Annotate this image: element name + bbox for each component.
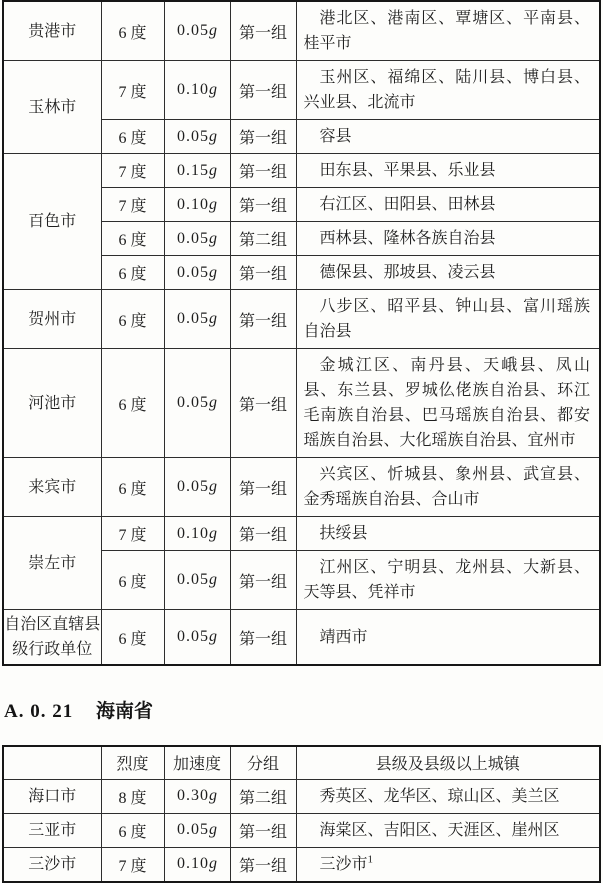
city-cell: 海口市 [3,779,101,813]
towns-cell: 金城江区、南丹县、天峨县、凤山县、东兰县、罗城仫佬族自治县、环江毛南族自治县、巴马瑶族自治县、都安瑶族自治县、大化瑶族自治县、宜州市 [296,349,600,458]
acceleration-unit: g [209,821,217,838]
table-row [3,349,600,458]
acceleration-unit: g [209,229,217,247]
group-cell: 第一组 [230,349,296,458]
acceleration-value: 0.05 [177,628,209,645]
acceleration-unit: g [209,195,217,213]
city-cell: 崇左市 [3,517,101,610]
acceleration-value: 0.10 [177,195,209,213]
towns-cell: 容县 [296,120,600,154]
towns-cell: 三沙市$^1$ [296,847,600,882]
towns-cell: 田东县、平果县、乐业县 [296,154,600,188]
city-cell: 三亚市 [3,813,101,847]
header-intensity: 烈度 [101,746,164,779]
intensity-cell: 6 度 [101,256,164,290]
acceleration-cell [164,256,230,290]
group-cell: 第一组 [230,551,296,610]
acceleration-value: 0.05 [177,821,209,838]
acceleration-unit: g [209,787,217,804]
towns-cell: 德保县、那坡县、凌云县 [296,256,600,290]
acceleration-unit: g [209,855,217,872]
group-cell: 第一组 [230,290,296,349]
city-cell: 来宾市 [3,458,101,517]
towns-cell: 江州区、宁明县、龙州县、大新县、天等县、凭祥市 [296,551,600,610]
acceleration-unit: g [209,161,217,179]
table-row [3,61,600,120]
acceleration-cell [164,610,230,666]
group-cell: 第一组 [230,813,296,847]
intensity-cell: 6 度 [101,290,164,349]
intensity-cell: 7 度 [101,154,164,188]
acceleration-cell [164,847,230,882]
header-towns: 县级及县级以上城镇 [296,746,600,779]
table-row [3,847,600,882]
intensity-cell: 6 度 [101,813,164,847]
table-row [3,1,600,61]
intensity-cell: 6 度 [101,120,164,154]
towns-cell: 右江区、田阳县、田林县 [296,188,600,222]
acceleration-unit: g [209,127,217,145]
header-city [3,746,101,779]
acceleration-cell [164,120,230,154]
table-row [3,813,600,847]
acceleration-unit: g [209,571,217,588]
city-cell: 贵港市 [3,1,101,61]
section-title: 海南省 [95,701,153,722]
intensity-cell: 6 度 [101,349,164,458]
acceleration-unit: g [209,263,217,281]
intensity-cell: 7 度 [101,61,164,120]
hainan-seismic-table [2,745,601,883]
table-row [3,779,600,813]
acceleration-cell [164,813,230,847]
towns-cell: 西林县、隆林各族自治县 [296,222,600,256]
guangxi-table-body [3,1,600,665]
table-row [3,517,600,551]
acceleration-value: 0.05 [177,571,209,588]
group-cell: 第二组 [230,222,296,256]
acceleration-value: 0.05 [177,394,209,411]
footnote-ref: 1 [367,853,374,866]
towns-cell: 靖西市 [296,610,600,666]
acceleration-value: 0.05 [177,127,209,145]
section-heading [4,696,603,723]
acceleration-cell [164,551,230,610]
acceleration-value: 0.05 [177,478,209,495]
intensity-cell: 6 度 [101,458,164,517]
table-row [3,458,600,517]
intensity-cell: 7 度 [101,188,164,222]
intensity-cell: 6 度 [101,551,164,610]
intensity-cell: 7 度 [101,847,164,882]
towns-cell: 八步区、昭平县、钟山县、富川瑶族自治县 [296,290,600,349]
group-cell: 第一组 [230,610,296,666]
guangxi-seismic-table [2,0,601,666]
acceleration-unit: g [209,310,217,327]
acceleration-cell [164,222,230,256]
table-row [3,154,600,188]
towns-cell: 玉州区、福绵区、陆川县、博白县、兴业县、北流市 [296,61,600,120]
acceleration-value: 0.10 [177,524,209,542]
acceleration-value: 0.05 [177,229,209,247]
city-cell: 百色市 [3,154,101,290]
group-cell: 第一组 [230,188,296,222]
city-cell: 贺州市 [3,290,101,349]
acceleration-value: 0.30 [177,787,209,804]
group-cell: 第一组 [230,458,296,517]
group-cell: 第一组 [230,517,296,551]
header-acceleration: 加速度 [164,746,230,779]
intensity-cell: 6 度 [101,1,164,61]
towns-cell: 扶绥县 [296,517,600,551]
acceleration-value: 0.05 [177,263,209,281]
city-cell: 三沙市 [3,847,101,882]
group-cell: 第一组 [230,847,296,882]
intensity-cell: 7 度 [101,517,164,551]
header-group: 分组 [230,746,296,779]
towns-cell: 港北区、港南区、覃塘区、平南县、桂平市 [296,1,600,61]
table-row [3,290,600,349]
acceleration-cell [164,517,230,551]
acceleration-unit: g [209,394,217,411]
acceleration-cell [164,779,230,813]
table-header-row [3,746,600,779]
acceleration-cell [164,349,230,458]
acceleration-value: 0.10 [177,855,209,872]
acceleration-cell [164,188,230,222]
acceleration-cell [164,458,230,517]
towns-cell: 兴宾区、忻城县、象州县、武宣县、金秀瑶族自治县、合山市 [296,458,600,517]
acceleration-value: 0.05 [177,22,209,39]
group-cell: 第一组 [230,120,296,154]
towns-cell: 秀英区、龙华区、琼山区、美兰区 [296,779,600,813]
acceleration-unit: g [209,81,217,98]
city-cell: 玉林市 [3,61,101,154]
group-cell: 第二组 [230,779,296,813]
table-row [3,610,600,666]
acceleration-value: 0.10 [177,81,209,98]
acceleration-value: 0.05 [177,310,209,327]
city-cell: 河池市 [3,349,101,458]
acceleration-value: 0.15 [177,161,209,179]
group-cell: 第一组 [230,154,296,188]
intensity-cell: 8 度 [101,779,164,813]
group-cell: 第一组 [230,1,296,61]
hainan-table-body [3,746,600,882]
acceleration-unit: g [209,524,217,542]
intensity-cell: 6 度 [101,222,164,256]
towns-cell: 海棠区、吉阳区、天涯区、崖州区 [296,813,600,847]
acceleration-cell [164,154,230,188]
group-cell: 第一组 [230,256,296,290]
acceleration-unit: g [209,22,217,39]
acceleration-cell [164,1,230,61]
acceleration-cell [164,61,230,120]
section-number: A. 0. 21 [4,701,74,722]
city-cell: 自治区直辖县级行政单位 [3,610,101,666]
acceleration-unit: g [209,628,217,645]
group-cell: 第一组 [230,61,296,120]
acceleration-cell [164,290,230,349]
acceleration-unit: g [209,478,217,495]
intensity-cell: 6 度 [101,610,164,666]
